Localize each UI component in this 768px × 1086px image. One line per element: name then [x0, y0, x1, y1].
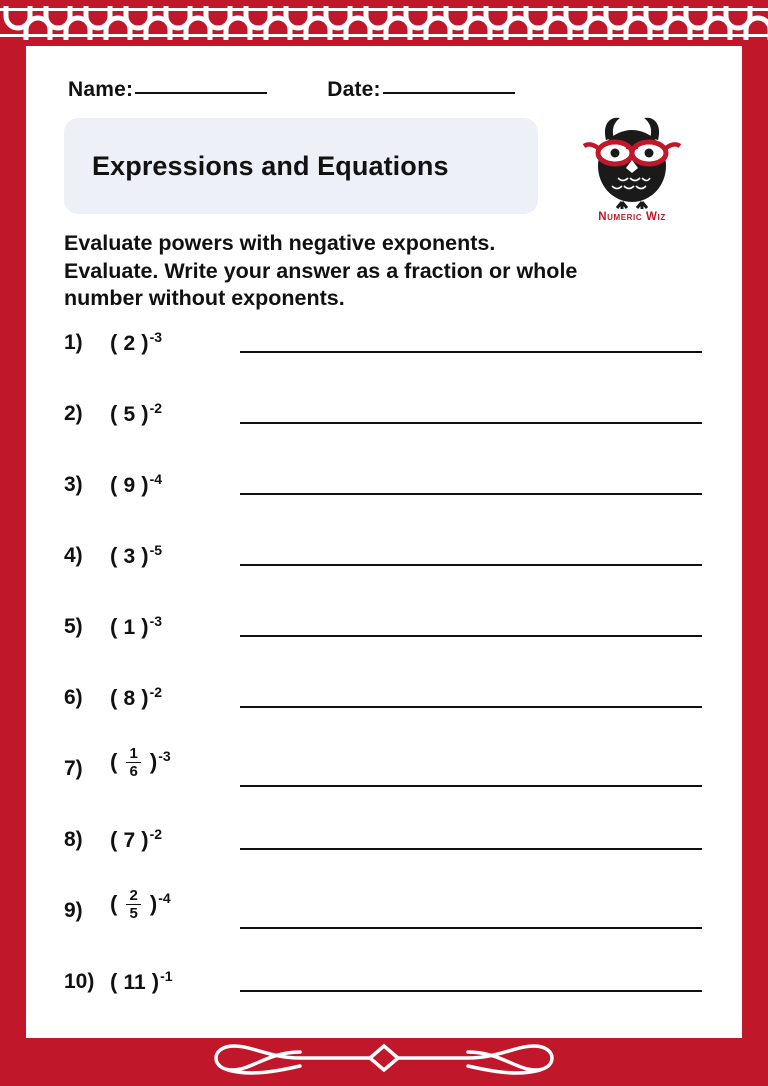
close-paren: ) — [135, 684, 149, 710]
worksheet-title-box — [64, 118, 538, 214]
close-paren: ) — [135, 329, 149, 355]
close-paren: ) — [143, 748, 158, 774]
name-date-row — [68, 78, 708, 102]
open-paren: ( — [110, 748, 124, 774]
open-paren: ( — [110, 826, 124, 852]
problem-expression — [110, 885, 236, 922]
problem-number: 4) — [64, 543, 83, 567]
problem-number: 9) — [64, 898, 83, 922]
fraction-numerator: 1 — [126, 746, 140, 763]
instructions-line-1: Evaluate powers with negative exponents. — [64, 231, 496, 255]
problem-row — [60, 388, 708, 459]
problem-row — [60, 743, 708, 814]
problem-row — [60, 814, 708, 885]
problem-expression — [110, 459, 236, 498]
base-value: 7 — [123, 828, 136, 852]
exponent-value: -2 — [149, 683, 163, 700]
problem-expression — [110, 743, 236, 780]
problem-row — [60, 317, 708, 388]
instructions-line-3: number without exponents. — [64, 286, 345, 311]
fraction — [126, 888, 140, 921]
problem-number: 2) — [64, 401, 83, 425]
problem-row — [60, 530, 708, 601]
fraction — [126, 746, 140, 779]
problem-expression — [110, 601, 236, 640]
exponent-value: -3 — [149, 612, 163, 629]
base-value: 1 — [123, 615, 136, 639]
open-paren: ( — [110, 329, 124, 355]
exponent-value: -3 — [149, 328, 163, 345]
answer-line[interactable] — [240, 927, 702, 929]
title-row — [60, 118, 708, 223]
answer-line[interactable] — [240, 493, 702, 495]
problem-row — [60, 672, 708, 743]
answer-line[interactable] — [240, 635, 702, 637]
exponent-value: -2 — [149, 399, 163, 416]
problem-expression — [110, 814, 236, 853]
problem-row — [60, 601, 708, 672]
exponent-value: -2 — [149, 825, 163, 842]
base-value: 2 — [123, 331, 136, 355]
open-paren: ( — [110, 400, 124, 426]
base-value: 9 — [123, 473, 136, 497]
problem-expression — [110, 956, 236, 995]
answer-line[interactable] — [240, 564, 702, 566]
problem-row — [60, 459, 708, 530]
exponent-value: -4 — [158, 889, 171, 906]
problem-row — [60, 885, 708, 956]
exponent-value: -5 — [149, 541, 163, 558]
worksheet-sheet — [26, 46, 742, 1038]
instructions-line-2: Evaluate. Write your answer as a fraction or whole — [64, 258, 578, 283]
close-paren: ) — [135, 613, 149, 639]
name-label: Name: — [68, 78, 134, 101]
problem-number: 8) — [64, 827, 83, 851]
exponent-value: -1 — [160, 967, 173, 984]
date-input-line[interactable] — [383, 92, 515, 94]
close-paren: ) — [135, 542, 149, 568]
answer-line[interactable] — [240, 990, 702, 992]
problem-number: 10) — [64, 969, 95, 993]
fraction-denominator: 5 — [129, 904, 138, 922]
base-value: 3 — [123, 544, 136, 568]
top-decorative-border — [0, 0, 768, 46]
fraction-denominator: 6 — [129, 762, 138, 780]
name-input-line[interactable] — [135, 92, 267, 94]
problem-expression — [110, 530, 236, 569]
answer-line[interactable] — [240, 422, 702, 424]
close-paren: ) — [135, 471, 149, 497]
problem-number: 3) — [64, 472, 83, 496]
fraction-numerator: 2 — [126, 888, 140, 905]
date-label: Date: — [327, 78, 381, 101]
answer-line[interactable] — [240, 785, 702, 787]
problem-expression — [110, 317, 236, 356]
answer-line[interactable] — [240, 706, 702, 708]
answer-line[interactable] — [240, 848, 702, 850]
open-paren: ( — [110, 542, 124, 568]
problem-expression — [110, 388, 236, 427]
base-value: 11 — [123, 970, 146, 994]
exponent-value: -4 — [149, 470, 163, 487]
brand-logo — [562, 110, 702, 228]
base-value: 8 — [123, 686, 136, 710]
problem-expression — [110, 672, 236, 711]
open-paren: ( — [110, 613, 124, 639]
instructions — [64, 230, 708, 313]
open-paren: ( — [110, 684, 124, 710]
page-title: Expressions and Equations — [92, 150, 449, 181]
bottom-decorative-border — [0, 1038, 768, 1086]
problem-number: 6) — [64, 685, 83, 709]
owl-icon — [562, 110, 702, 210]
close-paren: ) — [145, 968, 160, 994]
open-paren: ( — [110, 471, 124, 497]
problem-number: 5) — [64, 614, 83, 638]
close-paren: ) — [143, 890, 158, 916]
open-paren: ( — [110, 890, 124, 916]
open-paren: ( — [110, 968, 124, 994]
exponent-value: -3 — [158, 747, 171, 764]
problem-number: 1) — [64, 330, 83, 354]
close-paren: ) — [135, 400, 149, 426]
base-value: 5 — [123, 402, 136, 426]
problem-row — [60, 956, 708, 1027]
brand-name: Numeric Wiz — [598, 211, 666, 223]
answer-line[interactable] — [240, 351, 702, 353]
problem-number: 7) — [64, 756, 83, 780]
problem-list — [60, 317, 708, 1027]
close-paren: ) — [135, 826, 149, 852]
